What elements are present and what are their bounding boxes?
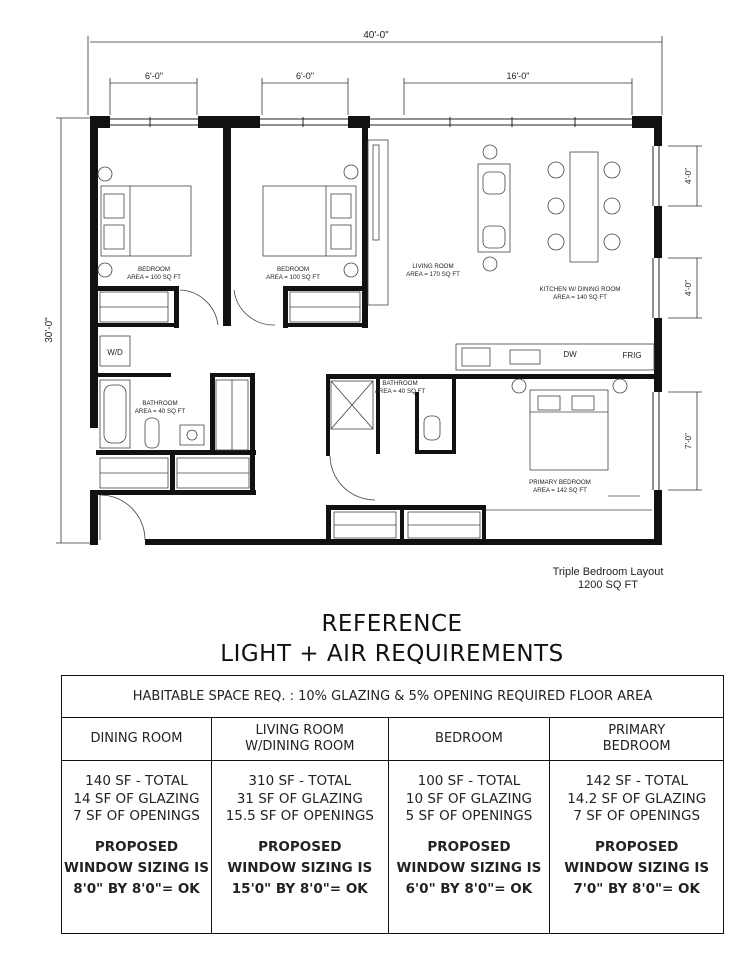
caption-area: 1200 SQ FT: [578, 579, 638, 591]
label-dishwasher: DW: [563, 350, 577, 359]
total-text: 142 SF - TOTAL: [585, 773, 689, 789]
dim-window-2: 6'-0": [296, 71, 314, 81]
glazing-text: 10 SF OF GLAZING: [405, 790, 533, 807]
column-title-line: BEDROOM: [602, 739, 671, 754]
glazing-text: 14 SF OF GLAZING: [73, 790, 200, 807]
glazing-text: 31 SF OF GLAZING: [236, 790, 363, 807]
column-title-line: W/DINING ROOM: [245, 739, 355, 754]
proposed-text: WINDOW SIZING IS: [227, 859, 373, 876]
column-title-line: LIVING ROOM: [255, 723, 344, 738]
total-text: 100 SF - TOTAL: [417, 773, 521, 789]
label-washer-dryer: W/D: [107, 348, 123, 357]
proposed-text: PROPOSED: [94, 838, 179, 855]
proposed-text: WINDOW SIZING IS: [564, 859, 710, 876]
requirements-title: LIGHT + AIR REQUIREMENTS: [220, 641, 564, 667]
proposed-text: PROPOSED: [258, 838, 342, 855]
openings-text: 7 SF OF OPENINGS: [573, 808, 701, 824]
label-bedroom-1: BEDROOM: [138, 266, 170, 273]
area-bathroom-2: AREA = 40 SQ FT: [374, 388, 426, 395]
label-fridge: FRIG: [622, 351, 642, 360]
total-text: 310 SF - TOTAL: [248, 773, 352, 789]
proposed-text: WINDOW SIZING IS: [64, 859, 209, 876]
dim-window-right-1: 4'-0": [684, 168, 693, 184]
column-title-living: [211, 718, 388, 761]
column-title-line: PRIMARY: [608, 723, 666, 738]
area-living-room: AREA = 170 SQ FT: [406, 271, 460, 278]
area-bathroom-1: AREA = 40 SQ FT: [134, 408, 186, 415]
label-living-room: LIVING ROOM: [412, 263, 454, 270]
dim-window-right-3: 7'-0": [684, 433, 693, 449]
column-body-primary: [550, 761, 724, 934]
proposed-text: WINDOW SIZING IS: [396, 859, 542, 876]
proposed-text: 8'0" BY 8'0"= OK: [73, 880, 200, 897]
column-title-dining: [62, 718, 212, 761]
dim-overall-depth: 30'-0": [44, 317, 55, 343]
table-header: HABITABLE SPACE REQ. : 10% GLAZING & 5% OPENING REQUIRED FLOOR AREA: [62, 676, 724, 718]
column-title-line: BEDROOM: [435, 731, 503, 746]
proposed-text: 7'0" BY 8'0"= OK: [573, 880, 700, 897]
requirements-table: [61, 675, 724, 934]
label-bathroom-2: BATHROOM: [382, 380, 418, 387]
label-primary-bedroom: PRIMARY BEDROOM: [529, 479, 591, 486]
windows: [110, 117, 659, 490]
caption-title: Triple Bedroom Layout: [552, 566, 664, 578]
column-body-bedroom: [388, 761, 550, 934]
area-primary-bedroom: AREA = 142 SQ FT: [533, 487, 587, 494]
label-bedroom-2: BEDROOM: [277, 266, 309, 273]
column-title-line: DINING ROOM: [90, 731, 183, 746]
dim-overall-width: 40'-0": [363, 30, 389, 41]
label-bathroom-1: BATHROOM: [142, 400, 178, 407]
openings-text: 7 SF OF OPENINGS: [73, 808, 200, 824]
reference-title: REFERENCE: [321, 611, 463, 637]
openings-text: 15.5 SF OF OPENINGS: [225, 808, 374, 824]
area-bedroom-1: AREA = 100 SQ FT: [127, 274, 181, 281]
column-title-primary: [550, 718, 724, 761]
proposed-text: 6'0" BY 8'0"= OK: [405, 880, 533, 897]
proposed-text: PROPOSED: [595, 838, 679, 855]
column-body-living: [211, 761, 388, 934]
dim-window-1: 6'-0": [145, 71, 163, 81]
column-title-bedroom: [388, 718, 550, 761]
area-kitchen: AREA = 140 SQ FT: [553, 294, 607, 301]
label-kitchen: KITCHEN W/ DINING ROOM: [539, 286, 621, 293]
openings-text: 5 SF OF OPENINGS: [405, 808, 533, 824]
proposed-text: 15'0" BY 8'0"= OK: [231, 880, 368, 897]
proposed-text: PROPOSED: [427, 838, 511, 855]
total-text: 140 SF - TOTAL: [85, 773, 188, 789]
glazing-text: 14.2 SF OF GLAZING: [567, 790, 707, 807]
dim-window-3: 16'-0": [506, 71, 530, 81]
column-body-dining: [62, 761, 212, 934]
dim-window-right-2: 4'-0": [684, 280, 693, 296]
area-bedroom-2: AREA = 100 SQ FT: [266, 274, 320, 281]
plan-caption: [528, 566, 688, 592]
